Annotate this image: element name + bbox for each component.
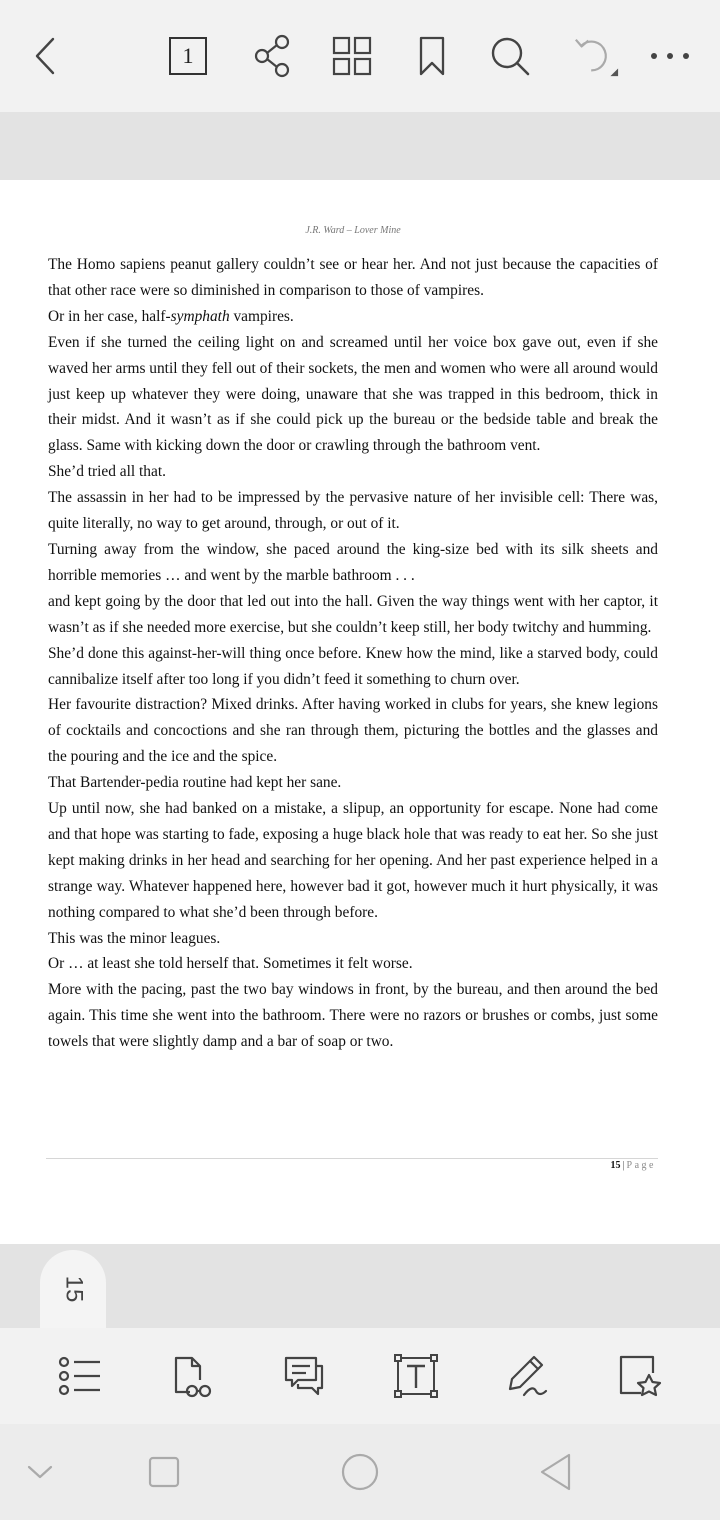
paragraph: This was the minor leagues.: [48, 929, 221, 947]
chevron-down-icon[interactable]: [16, 1448, 64, 1496]
page-number-button[interactable]: [164, 32, 212, 80]
paragraph: Her favourite distraction? Mixed drinks. After having worked in clubs for years, she knew legions of cocktails and concoctions and she ran through them, picturing the bottles and the glasses and the pouring and the ice and the spice.: [48, 696, 658, 766]
page-scrubber-band: [0, 1244, 720, 1328]
paragraph: Even if she turned the ceiling light on and screamed until her voice box gave out, even if she waved her arms until they fell out of their sockets, the men and women who were all around would just keep up whatever they were doing, unaware that she was trapped in this bedroom, thick in their midst. And it wasn’t as if she could pick up the bureau or the bedside table and break the glass. Same with kicking down the door or crawling through the bathroom vent.: [48, 333, 658, 455]
document-page[interactable]: [0, 180, 720, 1244]
back-arrow-icon[interactable]: [22, 32, 70, 80]
paragraph: More with the pacing, past the two bay windows in front, by the bureau, and then around the bed again. This time she went into the bathroom. There were no razors or brushes or combs, just some towels that were slightly damp and a bar of soap or two.: [48, 981, 658, 1051]
table-of-contents-icon[interactable]: [56, 1352, 104, 1400]
paragraph: Up until now, she had banked on a mistake, a slipup, an opportunity for escape. None had come and that hope was starting to fade, exposing a huge black hole that was ready to eat her. So she just kept making drinks in her head and searching for her opening. And her past experience helped in a strange way. Whatever happened here, however bad it got, however much it hurt physically, it was nothing compared to what she’d been through before.: [48, 800, 658, 921]
bottom-toolbar: [0, 1328, 720, 1424]
page-scroll-tab-number: 15: [59, 1275, 87, 1303]
pen-annotate-icon[interactable]: [504, 1352, 552, 1400]
paragraph: Or in her case, half-symphath vampires.: [48, 307, 294, 325]
home-icon[interactable]: [336, 1448, 384, 1496]
paragraph: Or … at least she told herself that. Sometimes it felt worse.: [48, 955, 413, 973]
paragraph: Turning away from the window, she paced around the king-size bed with its silk sheets and horrible memories … and went by the marble bathroom . . .: [48, 540, 658, 584]
paragraph: That Bartender-pedia routine had kept her sane.: [48, 774, 342, 792]
paragraph: and kept going by the door that led out into the hall. Given the way things went with her captor, it wasn’t as if she needed more exercise, but she couldn’t keep still, her body twitchy and humming.: [48, 592, 658, 636]
paragraph: She’d done this against-her-will thing once before. Knew how the mind, like a starved body, could cannibalize itself after too long if you didn’t feed it something to churn over.: [48, 644, 658, 688]
paragraph: She’d tried all that.: [48, 463, 166, 481]
search-icon[interactable]: [486, 32, 534, 80]
undo-icon[interactable]: [572, 32, 620, 80]
reader-background-band: [0, 112, 720, 180]
footer-page-word: Page: [626, 1160, 656, 1171]
footer-divider: [46, 1158, 658, 1159]
page-body-text: [48, 252, 658, 1055]
grid-view-icon[interactable]: [328, 32, 376, 80]
paragraph: The assassin in her had to be impressed by the pervasive nature of her invisible cell: There was, quite literally, no way to get around, through, or out of it.: [48, 489, 658, 533]
running-header: J.R. Ward – Lover Mine: [305, 225, 401, 236]
top-toolbar: [0, 0, 720, 112]
text-select-icon[interactable]: [392, 1352, 440, 1400]
page-scroll-tab[interactable]: [40, 1250, 106, 1328]
bookmark-icon[interactable]: [408, 32, 456, 80]
page-number-indicator: 1: [169, 37, 207, 75]
page-footer: [611, 1160, 656, 1171]
more-icon[interactable]: [646, 32, 694, 80]
recent-apps-icon[interactable]: [140, 1448, 188, 1496]
read-mode-icon[interactable]: [168, 1352, 216, 1400]
favorite-page-icon[interactable]: [616, 1352, 664, 1400]
footer-page-number: 15: [610, 1160, 621, 1171]
back-triangle-icon[interactable]: [532, 1448, 580, 1496]
system-navigation-bar: [0, 1424, 720, 1520]
footer-separator: |: [622, 1160, 625, 1171]
comments-icon[interactable]: [280, 1352, 328, 1400]
share-icon[interactable]: [248, 32, 296, 80]
paragraph: The Homo sapiens peanut gallery couldn’t see or hear her. And not just because the capacities of that other race were so diminished in comparison to those of vampires.: [48, 256, 658, 299]
